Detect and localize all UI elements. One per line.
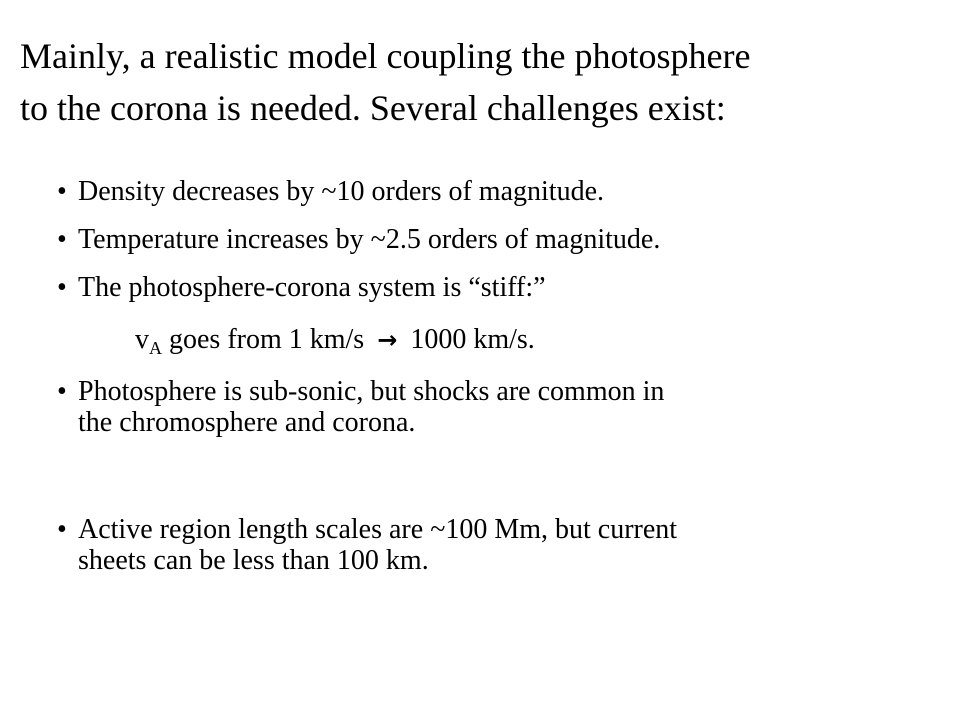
bullet-text-line-1: Photosphere is sub-sonic, but shocks are common in bbox=[78, 376, 665, 407]
bullet-icon: • bbox=[57, 514, 67, 545]
bullet-item-photosphere bbox=[57, 376, 917, 438]
slide-title bbox=[20, 30, 920, 134]
alfven-text-after: 1000 km/s. bbox=[403, 324, 535, 355]
bullet-item-active-region bbox=[57, 514, 917, 576]
bullet-text-line-2: sheets can be less than 100 km. bbox=[78, 545, 429, 576]
alfven-speed-line bbox=[135, 324, 535, 356]
alfven-subscript: A bbox=[149, 338, 162, 358]
bullet-item-temperature bbox=[57, 224, 917, 255]
alfven-text-before: goes from 1 km/s bbox=[162, 324, 372, 355]
bullet-text: Density decreases by ~10 orders of magnitude. bbox=[78, 176, 604, 207]
bullet-item-stiff bbox=[57, 272, 917, 303]
bullet-text: The photosphere-corona system is “stiff:” bbox=[78, 272, 546, 303]
bullet-icon: • bbox=[57, 224, 67, 255]
bullet-text: Temperature increases by ~2.5 orders of magnitude. bbox=[78, 224, 661, 255]
bullet-text-line-2: the chromosphere and corona. bbox=[78, 407, 416, 438]
bullet-icon: • bbox=[57, 272, 67, 303]
title-line-2: to the corona is needed. Several challenges exist: bbox=[20, 88, 726, 128]
bullet-item-density bbox=[57, 176, 917, 207]
bullet-icon: • bbox=[57, 376, 67, 407]
title-line-1: Mainly, a realistic model coupling the photosphere bbox=[20, 36, 751, 76]
bullet-icon: • bbox=[57, 176, 67, 207]
alfven-symbol: v bbox=[135, 324, 149, 355]
right-arrow-icon: → bbox=[377, 326, 398, 354]
bullet-text-line-1: Active region length scales are ~100 Mm, but current bbox=[78, 514, 678, 545]
